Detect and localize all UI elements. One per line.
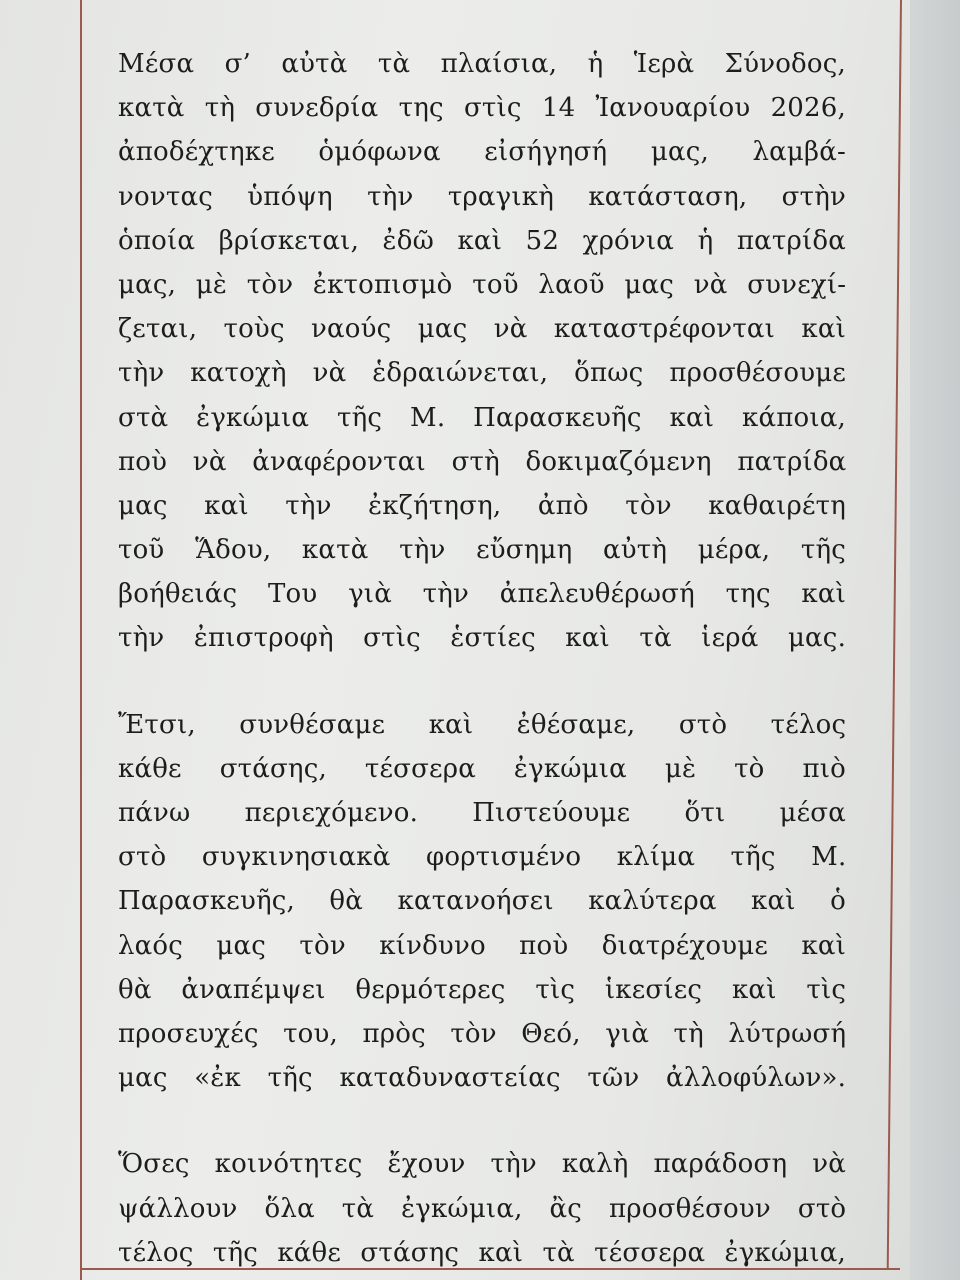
- paragraph-2: [118, 703, 846, 1101]
- text-line: λαός μας τὸν κίνδυνο ποὺ διατρέχουμε καὶ: [118, 930, 846, 961]
- text-line: ποὺ νὰ ἀναφέρονται στὴ δοκιμαζόμενη πατρίδα: [118, 446, 846, 477]
- text-line: προσευχές του, πρὸς τὸν Θεό, γιὰ τὴ λύτρωσή: [118, 1018, 846, 1049]
- text-line: τὴν κατοχὴ νὰ ἑδραιώνεται, ὅπως προσθέσουμε: [118, 358, 846, 389]
- text-line: μας «ἐκ τῆς καταδυναστείας τῶν ἀλλοφύλων».: [118, 1063, 846, 1094]
- page-frame-left-border: [80, 0, 82, 1280]
- text-line: τοῦ Ἅδου, κατὰ τὴν εὔσημη αὐτὴ μέρα, τῆς: [118, 535, 846, 566]
- text-line: Μέσα σ’ αὐτὰ τὰ πλαίσια, ἡ Ἱερὰ Σύνοδος,: [118, 49, 846, 79]
- text-line: τέλος τῆς κάθε στάσης καὶ τὰ τέσσερα ἐγκώμια,: [118, 1237, 846, 1268]
- page-frame-right-border: [887, 0, 902, 1268]
- text-line: ὁποία βρίσκεται, ἐδῶ καὶ 52 χρόνια ἡ πατρίδα: [118, 225, 846, 256]
- paragraph-1: [118, 42, 846, 661]
- text-line: Παρασκευῆς, θὰ κατανοήσει καλύτερα καὶ ὁ: [118, 886, 846, 917]
- paragraph-3: [118, 1142, 846, 1275]
- text-line: στὰ ἐγκώμια τῆς Μ. Παρασκευῆς καὶ κάποια,: [118, 402, 846, 433]
- text-line: ψάλλουν ὅλα τὰ ἐγκώμια, ἂς προσθέσουν στὸ: [118, 1193, 846, 1224]
- text-line: τὴν ἐπιστροφὴ στὶς ἑστίες καὶ τὰ ἱερά μας.: [118, 623, 846, 654]
- text-line: κάθε στάσης, τέσσερα ἐγκώμια μὲ τὸ πιὸ: [118, 753, 846, 784]
- paragraph-spacing: [118, 661, 846, 703]
- paragraph-spacing: [118, 1100, 846, 1142]
- text-line: βοήθειάς Του γιὰ τὴν ἀπελευθέρωσή της καὶ: [118, 579, 846, 610]
- text-line: νοντας ὑπόψη τὴν τραγικὴ κατάσταση, στὴν: [118, 181, 846, 212]
- text-line: ζεται, τοὺς ναούς μας νὰ καταστρέφονται καὶ: [118, 314, 846, 345]
- text-line: κατὰ τὴ συνεδρία της στὶς 14 Ἰανουαρίου 2026,: [118, 93, 846, 124]
- text-line: θὰ ἀναπέμψει θερμότερες τὶς ἱκεσίες καὶ τὶς: [118, 974, 846, 1005]
- text-line: στὸ συγκινησιακὰ φορτισμένο κλίμα τῆς Μ.: [118, 842, 846, 873]
- text-line: ἀποδέχτηκε ὁμόφωνα εἰσήγησή μας, λαμβά-: [118, 137, 846, 168]
- body-text: [118, 42, 846, 1275]
- text-line: μας καὶ τὴν ἐκζήτηση, ἀπὸ τὸν καθαιρέτη: [118, 490, 846, 521]
- page-outer-margin: [910, 0, 960, 1280]
- text-line: πάνω περιεχόμενο. Πιστεύουμε ὅτι μέσα: [118, 798, 846, 828]
- text-line: Ἔτσι, συνθέσαμε καὶ ἐθέσαμε, στὸ τέλος: [118, 709, 846, 740]
- text-line: Ὅσες κοινότητες ἔχουν τὴν καλὴ παράδοση νὰ: [118, 1149, 846, 1180]
- text-line: μας, μὲ τὸν ἐκτοπισμὸ τοῦ λαοῦ μας νὰ συνεχί-: [118, 269, 846, 300]
